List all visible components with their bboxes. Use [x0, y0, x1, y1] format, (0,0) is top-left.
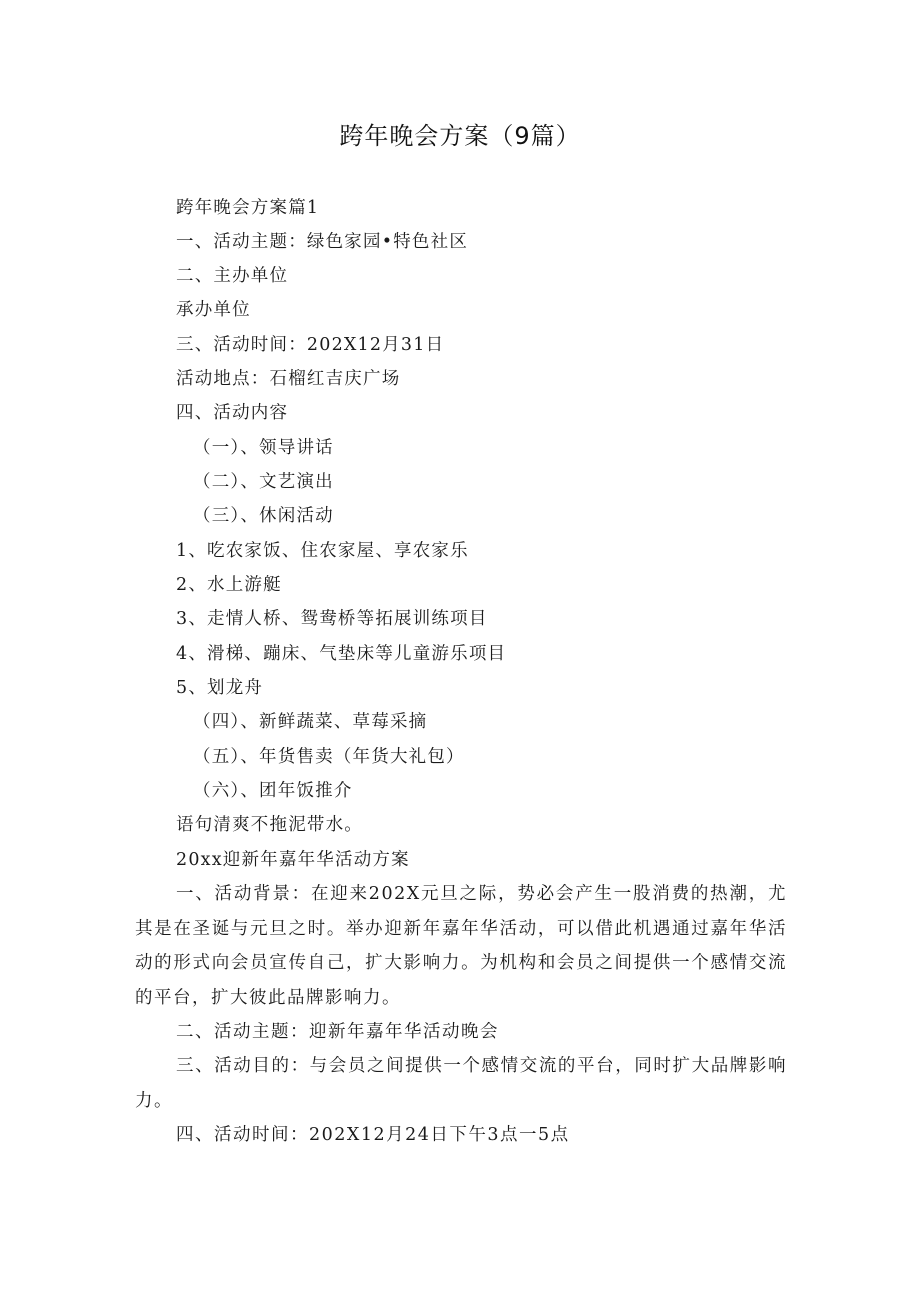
list-item: 2、水上游艇 [176, 575, 282, 595]
paragraph: 四、活动时间：202X12月24日下午3点一5点 [176, 1125, 570, 1145]
text-line: 活动地点：石榴红吉庆广场 [176, 369, 401, 389]
list-item: 4、滑梯、蹦床、气垫床等儿童游乐项目 [176, 644, 507, 664]
text-line: 承办单位 [176, 300, 251, 320]
list-item: 5、划龙舟 [176, 678, 264, 698]
list-item: （四）、新鲜蔬菜、草莓采摘 [193, 712, 428, 732]
text-line: 四、活动内容 [176, 403, 289, 423]
section-heading: 20xx迎新年嘉年华活动方案 [176, 850, 410, 870]
section-heading: 跨年晚会方案篇1 [176, 198, 320, 218]
list-item: 1、吃农家饭、住农家屋、享农家乐 [176, 541, 469, 561]
text-line: 三、活动时间：202X12月31日 [176, 335, 445, 355]
list-item: （三）、休闲活动 [193, 506, 334, 526]
list-item: （五）、年货售卖（年货大礼包） [193, 747, 465, 767]
list-item: （二）、文艺演出 [193, 472, 334, 492]
document-title: 跨年晚会方案（9篇） [339, 122, 581, 150]
paragraph: 三、活动目的：与会员之间提供一个感情交流的平台，同时扩大品牌影响力。 [135, 1056, 787, 1111]
paragraph: 二、活动主题：迎新年嘉年华活动晚会 [176, 1022, 499, 1042]
text-line: 一、活动主题：绿色家园•特色社区 [176, 232, 469, 252]
paragraph: 一、活动背景：在迎来202X元旦之际，势必会产生一股消费的热潮，尤其是在圣诞与元旦之时。举办迎新年嘉年华活动，可以借此机遇通过嘉年华活动的形式向会员宣传自己，扩大影响力。为机构和会员之间提供一个感情交流的平台，扩大彼此品牌影响力。 [135, 884, 787, 1008]
text-line: 二、主办单位 [176, 266, 289, 286]
list-item: 3、走情人桥、鸳鸯桥等拓展训练项目 [176, 609, 488, 629]
list-item: （六）、团年饭推介 [193, 781, 353, 801]
text-line: 语句清爽不拖泥带水。 [176, 815, 363, 835]
list-item: （一）、领导讲话 [193, 438, 334, 458]
